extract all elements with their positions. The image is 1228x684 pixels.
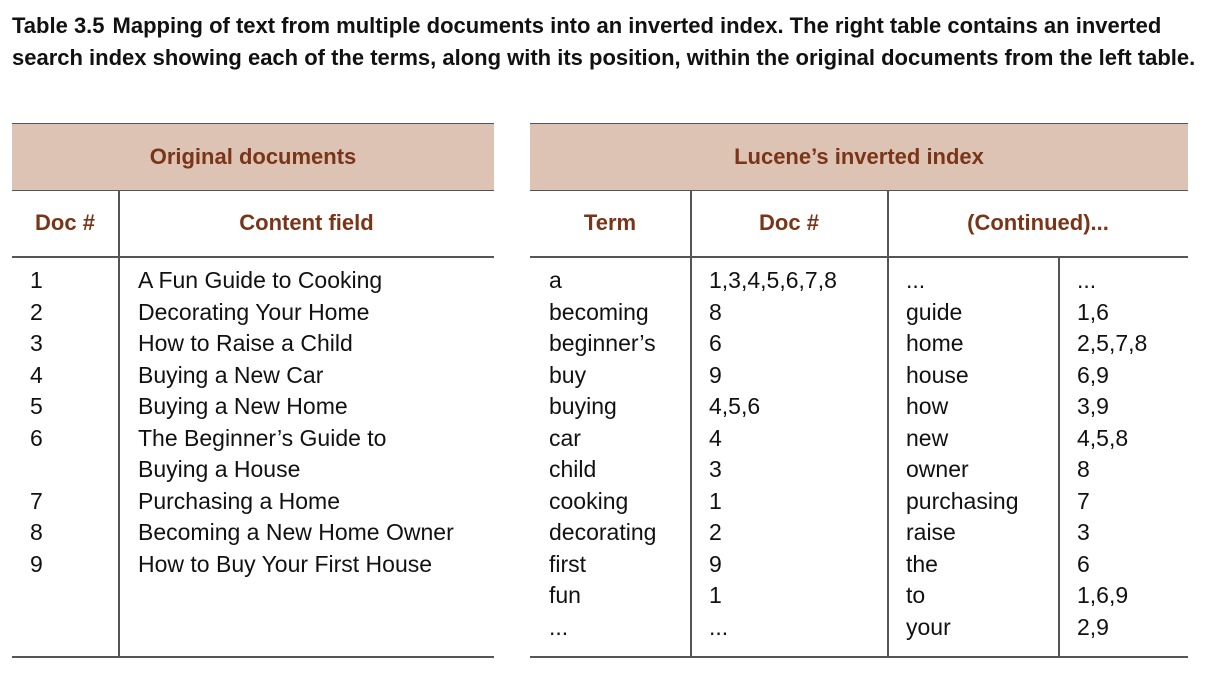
doc-id-column: [30, 265, 43, 580]
column-divider: [1058, 256, 1060, 657]
header-divider: [12, 256, 494, 258]
doc-list-column: [709, 265, 837, 643]
term-cell: a: [549, 267, 562, 293]
doc-list-cell: 3,9: [1077, 393, 1109, 419]
term-cell: buying: [549, 393, 617, 419]
term-cell: new: [906, 424, 949, 451]
doc-list-cell: 8: [1077, 456, 1090, 482]
doc-number-column-header: Doc #: [759, 210, 819, 235]
inverted-index-header: Lucene’s inverted index: [530, 123, 1188, 191]
doc-id: 2: [30, 298, 43, 325]
continued-term-column: [906, 265, 1019, 643]
content-cell: How to Raise a Child: [138, 330, 353, 356]
term-cell: purchasing: [906, 487, 1019, 514]
doc-number-column-header: Doc #: [35, 210, 95, 235]
doc-id: 6: [30, 424, 43, 451]
term-cell: car: [549, 424, 581, 451]
table-bottom-rule: [12, 656, 494, 658]
doc-id: [30, 454, 43, 486]
doc-id: 7: [30, 487, 43, 514]
content-cell: Buying a House: [138, 456, 301, 482]
doc-list-cell: 4,5,6: [709, 393, 761, 419]
doc-list-cell: 1: [709, 487, 722, 514]
doc-list-cell: 6: [1077, 550, 1090, 577]
term-cell: buy: [549, 361, 587, 388]
doc-list-cell: 2: [709, 519, 722, 545]
column-divider: [118, 190, 120, 657]
content-cell: Purchasing a Home: [138, 487, 340, 514]
doc-id: 8: [30, 519, 43, 545]
doc-list-cell: 1: [709, 582, 722, 608]
doc-list-cell: 1,6,9: [1077, 582, 1129, 608]
doc-list-cell: 1,3,4,5,6,7,8: [709, 267, 837, 293]
doc-id: 1: [30, 267, 43, 293]
term-cell: child: [549, 456, 597, 482]
term-cell: guide: [906, 298, 963, 325]
doc-list-cell: ...: [1077, 267, 1097, 293]
doc-id: 5: [30, 393, 43, 419]
doc-list-cell: 8: [709, 298, 722, 325]
content-cell: How to Buy Your First House: [138, 550, 433, 577]
term-cell: the: [906, 550, 938, 577]
doc-list-cell: 6,9: [1077, 361, 1109, 388]
term-cell: becoming: [549, 298, 649, 325]
column-divider: [887, 190, 889, 657]
doc-id: 4: [30, 361, 43, 388]
continued-doc-list-column: [1077, 265, 1147, 643]
content-column: [138, 265, 454, 580]
doc-list-cell: 3: [1077, 519, 1090, 545]
content-cell: The Beginner’s Guide to: [138, 424, 387, 451]
doc-list-cell: 9: [709, 550, 722, 577]
term-cell: ...: [549, 613, 569, 640]
term-cell: cooking: [549, 487, 629, 514]
content-cell: A Fun Guide to Cooking: [138, 267, 383, 293]
term-cell: owner: [906, 456, 969, 482]
doc-list-cell: 1,6: [1077, 298, 1109, 325]
term-cell: first: [549, 550, 587, 577]
column-divider: [690, 190, 692, 657]
term-column: [549, 265, 656, 643]
term-cell: fun: [549, 582, 581, 608]
doc-list-cell: 6: [709, 330, 722, 356]
header-divider: [530, 256, 1188, 258]
doc-list-cell: 4,5,8: [1077, 424, 1129, 451]
content-field-column-header: Content field: [239, 210, 374, 235]
term-cell: raise: [906, 519, 956, 545]
term-column-header: Term: [583, 210, 637, 235]
original-documents-header: Original documents: [12, 123, 494, 191]
content-cell: Buying a New Car: [138, 361, 324, 388]
term-cell: ...: [906, 267, 926, 293]
term-cell: your: [906, 613, 951, 640]
term-cell: decorating: [549, 519, 657, 545]
table-bottom-rule: [530, 656, 1188, 658]
term-cell: home: [906, 330, 964, 356]
term-cell: to: [906, 582, 926, 608]
doc-list-cell: 3: [709, 456, 722, 482]
term-cell: how: [906, 393, 949, 419]
content-cell: Becoming a New Home Owner: [138, 519, 454, 545]
caption-text: Mapping of text from multiple documents into an inverted index. The right table contains an inverted search index showing each of the terms, along with its position, within the original documents from the left table.: [12, 13, 1196, 70]
doc-list-cell: 9: [709, 361, 722, 388]
term-cell: beginner’s: [549, 330, 656, 356]
doc-id: 3: [30, 330, 43, 356]
content-cell: Decorating Your Home: [138, 298, 370, 325]
table-caption: [12, 10, 1202, 74]
caption-label: Table 3.5: [12, 13, 105, 38]
doc-list-cell: 2,9: [1077, 613, 1109, 640]
doc-list-cell: 4: [709, 424, 722, 451]
doc-list-cell: 2,5,7,8: [1077, 330, 1148, 356]
continued-column-header: (Continued)...: [967, 210, 1109, 235]
doc-list-cell: ...: [709, 613, 729, 640]
doc-id: 9: [30, 550, 43, 577]
term-cell: house: [906, 361, 969, 388]
content-cell: Buying a New Home: [138, 393, 348, 419]
doc-list-cell: 7: [1077, 487, 1090, 514]
